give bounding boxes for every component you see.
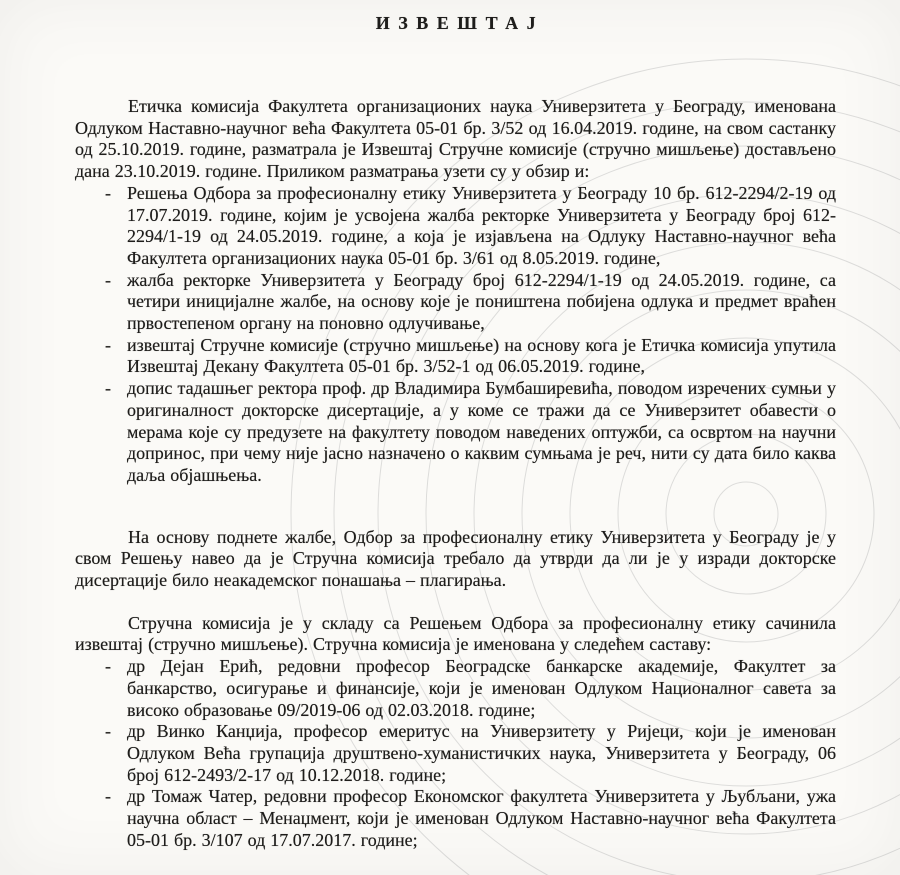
list-item-text: извештај Стручне комисије (стручно мишљење) на основу кога је Етичка комисија упутила Извештај Декану Факултета 05-01 бр. 3/52-1 од 06.05.2019. године, [127, 334, 836, 377]
list-item-text: допис тадашњег ректора проф. др Владимира Бумбаширевића, поводом изречених сумњи у оригиналност докторске дисертације, а у коме се тражи да се Универзитет обавести о мерама које су предузете на факултету поводом наведених оптужби, са освртом на научни допринос, при чему није јасно назначено о каквим сумњама је реч, нити су дата било каква даља објашњења. [127, 378, 836, 485]
list-item [105, 335, 836, 378]
list-item [105, 183, 836, 270]
list-item-text: др Томаж Чатер, редовни професор Економског факултета Универзитета у Љубљани, ужа научна област – Менаџмент, који је именован Одлуком Наставно-научног већа Факултета 05-01 бр. 3/107 од 17.07.2017. године; [127, 786, 836, 850]
list-item [105, 270, 836, 335]
considered-items-list [105, 183, 836, 487]
bullet-dash-icon: - [105, 721, 111, 742]
bullet-dash-icon: - [105, 269, 111, 290]
list-item [105, 378, 836, 487]
bullet-dash-icon: - [105, 378, 111, 399]
appeal-paragraph: На основу поднете жалбе, Одбор за професионалну етику Универзитета у Београду је у свом Решењу навео да је Стручна комисија требало да утврди да ли је у изради докторске дисертације било неакадемског понашања – плагирања. [75, 526, 836, 591]
list-item-text: Решења Одбора за професионалну етику Универзитета у Београду 10 бр. 612-2294/2-19 од 17.07.2019. године, којим је усвојена жалба ректорке Универзитета у Београду број 612-2294/1-19 од 24.05.2019. године, а која је изјављена на Одлуку Наставно-научног већа Факултета организационих наука 05-01 бр. 3/61 од 8.05.2019. године, [127, 182, 836, 268]
report-title: ИЗВЕШТАЈ [375, 13, 545, 33]
list-item-text: др Винко Канџија, професор емеритус на Универзитету у Ријеци, који је именован Одлуком Већа групација друштвено-хуманистичких наука, Универзитета у Београду, 06 број 612-2493/2-17 од 10.12.2018. године; [127, 721, 836, 785]
list-item-text: др Дејан Ерић, редовни професор Београдске банкарске академије, Факултет за банкарство, осигурање и финансије, који је именован Одлуком Националног савета за високо образовање 09/2019-06 од 02.03.2018. године; [127, 656, 836, 720]
list-item [105, 786, 836, 851]
commission-members-list [105, 656, 836, 851]
bullet-dash-icon: - [105, 786, 111, 807]
bullet-dash-icon: - [105, 656, 111, 677]
list-item [105, 656, 836, 721]
bullet-dash-icon: - [105, 182, 111, 203]
list-item [105, 721, 836, 786]
bullet-dash-icon: - [105, 334, 111, 355]
intro-paragraph: Етичка комисија Факултета организационих наука Универзитета у Београду, именована Одлуком Наставно-научног већа Факултета 05-01 бр. 3/52 од 16.04.2019. године, на свом састанку од 25.10.2019. године, разматрала је Извештај Стручне комисије (стручно мишљење) достављено дана 23.10.2019. године. Приликом разматрања узети су у обзир и: [75, 96, 836, 182]
list-item-text: жалба ректорке Универзитета у Београду број 612-2294/1-19 од 24.05.2019. године, са четири иницијалне жалбе, на основу које је поништена побијена одлука и предмет враћен првостепеном органу на поновно одлучивање, [127, 269, 836, 334]
commission-paragraph: Стручна комисија је у складу са Решењем Одбора за професионалну етику сачинила извештај (стручно мишљење). Стручна комисија је именована у следећем саставу: [75, 612, 836, 655]
